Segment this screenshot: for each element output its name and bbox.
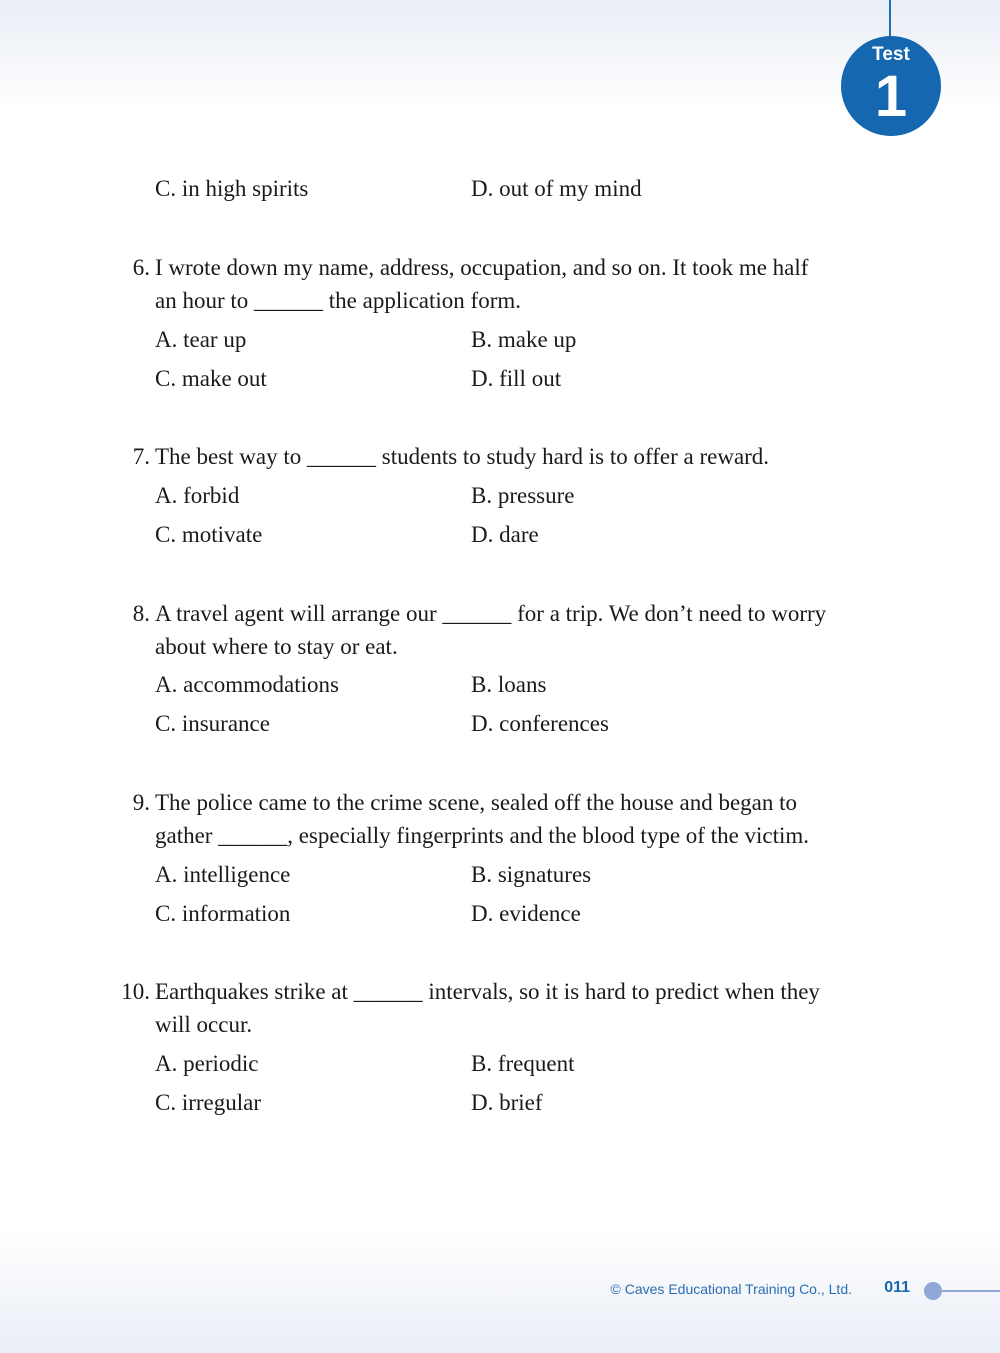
question-text-line: will occur. <box>155 1012 253 1037</box>
option-a: A. intelligence <box>155 862 291 887</box>
option-a: A. accommodations <box>155 672 339 697</box>
option-c: C. motivate <box>155 522 263 547</box>
option-b: B. loans <box>471 672 547 697</box>
prev-option-d: D. out of my mind <box>471 176 642 201</box>
question-text-line: A travel agent will arrange our ______ for a trip. We don’t need to worry <box>155 601 827 626</box>
page-number: 011 <box>884 1279 910 1296</box>
option-d: D. conferences <box>471 711 609 736</box>
question-number: 10. <box>121 979 150 1004</box>
question-text-line: gather ______, especially fingerprints and the blood type of the victim. <box>155 823 810 848</box>
question-number: 6. <box>132 255 150 280</box>
question-text-line: about where to stay or eat. <box>155 634 398 659</box>
prev-option-c: C. in high spirits <box>155 176 309 201</box>
test-badge <box>841 36 941 136</box>
option-b: B. frequent <box>471 1051 575 1076</box>
copyright-text: © Caves Educational Training Co., Ltd. <box>610 1281 852 1297</box>
question-number: 9. <box>132 790 150 815</box>
option-c: C. information <box>155 901 291 926</box>
question-number: 7. <box>132 444 150 469</box>
question-text-line: The best way to ______ students to study hard is to offer a reward. <box>155 444 770 469</box>
option-c: C. make out <box>155 366 267 391</box>
option-a: A. forbid <box>155 483 240 508</box>
question-text-line: I wrote down my name, address, occupation, and so on. It took me half <box>155 255 809 280</box>
page-footer <box>560 1278 1000 1304</box>
question-number: 8. <box>132 601 150 626</box>
question-text-line: Earthquakes strike at ______ intervals, so it is hard to predict when they <box>155 979 820 1004</box>
option-a: A. tear up <box>155 327 247 352</box>
question-text-line: The police came to the crime scene, sealed off the house and began to <box>155 790 798 815</box>
badge-connector-line <box>889 0 891 40</box>
option-d: D. brief <box>471 1090 543 1115</box>
option-c: C. irregular <box>155 1090 262 1115</box>
option-c: C. insurance <box>155 711 270 736</box>
option-d: D. dare <box>471 522 539 547</box>
test-badge-number: 1 <box>874 64 908 129</box>
test-badge-label: Test <box>872 44 910 65</box>
option-b: B. signatures <box>471 862 592 887</box>
question-text-line: an hour to ______ the application form. <box>155 288 522 313</box>
option-d: D. evidence <box>471 901 581 926</box>
option-b: B. make up <box>471 327 577 352</box>
footer-divider <box>940 1290 1000 1292</box>
option-d: D. fill out <box>471 366 562 391</box>
option-a: A. periodic <box>155 1051 259 1076</box>
option-b: B. pressure <box>471 483 575 508</box>
